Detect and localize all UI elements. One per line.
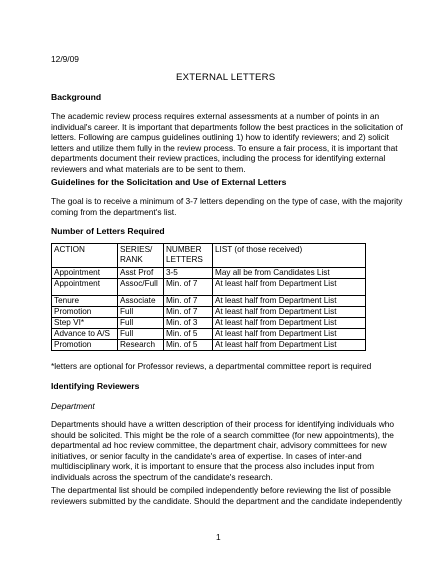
table-footnote: *letters are optional for Professor reviews, a departmental committee report is required xyxy=(51,361,372,371)
text-line: should be solicited. This might be the role of a search committee (for new appointments), the xyxy=(51,429,394,440)
text-line: The goal is to receive a minimum of 3-7 letters depending on the type of case, with the majority xyxy=(51,196,403,206)
table-cell: Min. of 7 xyxy=(164,307,213,318)
table-cell: Appointment xyxy=(52,268,118,279)
table-cell: Advance to A/S xyxy=(52,329,118,340)
table-cell: At least half from Department List xyxy=(213,329,366,340)
department-paragraph xyxy=(51,419,394,483)
text-line: coming from the department's list. xyxy=(51,206,177,217)
table-cell: Min. of 5 xyxy=(164,329,213,340)
column-header-list: LIST (of those received) xyxy=(213,244,366,268)
letters-required-heading: Number of Letters Required xyxy=(51,226,165,236)
table-cell: Min. of 5 xyxy=(164,340,213,351)
table-cell: Promotion xyxy=(52,307,118,318)
table-cell: Step VI* xyxy=(52,318,118,329)
table-cell: At least half from Department List xyxy=(213,279,366,296)
text-line: departments document their review practices, including the process for identifying external xyxy=(51,153,386,164)
text-line: multidisciplinary work, it is important to ensure that the process also includes input from xyxy=(51,461,375,472)
table-cell: At least half from Department List xyxy=(213,296,366,307)
text-line: reviewers submitted by the candidate. Should the department and the candidate independently xyxy=(51,495,403,506)
text-line: initiatives, or senior faculty in the candidate's area of expertise. In cases of inter-and xyxy=(51,450,362,461)
text-line: The academic review process requires external assessments at a number of points in an xyxy=(51,111,380,121)
column-header-number-letters: NUMBER LETTERS xyxy=(164,244,213,268)
text-line: Departments should have a written description of their process for identifying individuals who xyxy=(51,419,395,429)
text-line: reviewers and what materials are to be sent to them. xyxy=(51,163,246,174)
table-cell: Full xyxy=(118,307,164,318)
table-cell: Associate xyxy=(118,296,164,307)
table-row xyxy=(52,329,366,340)
background-paragraph xyxy=(51,111,403,175)
background-heading: Background xyxy=(51,92,102,102)
table-row xyxy=(52,279,366,296)
guidelines-heading: Guidelines for the Solicitation and Use of External Letters xyxy=(51,177,287,187)
text-line: letters and utilize them fully in the review process. To ensure a fair process, it is important that xyxy=(51,142,398,153)
identifying-reviewers-heading: Identifying Reviewers xyxy=(51,381,140,391)
table-header-row xyxy=(52,244,366,268)
table-cell: Min. of 3 xyxy=(164,318,213,329)
document-title: EXTERNAL LETTERS xyxy=(176,72,276,83)
table-row xyxy=(52,318,366,329)
table-cell: Min. of 7 xyxy=(164,296,213,307)
table-cell: Research xyxy=(118,340,164,351)
table-row xyxy=(52,340,366,351)
text-line: The departmental list should be compiled independently before reviewing the list of possible xyxy=(51,485,391,495)
table-cell: Tenure xyxy=(52,296,118,307)
text-line: departmental ad hoc review committee, the department chair, advisory committees for new xyxy=(51,440,387,451)
department-list-paragraph xyxy=(51,485,402,506)
column-header-series-rank: SERIES/ RANK xyxy=(118,244,164,268)
table-cell: 3-5 xyxy=(164,268,213,279)
table-cell: May all be from Candidates List xyxy=(213,268,366,279)
table-cell: At least half from Department List xyxy=(213,318,366,329)
guidelines-paragraph xyxy=(51,196,402,217)
table-cell: Full xyxy=(118,329,164,340)
table-cell: Assoc/Full xyxy=(118,279,164,296)
table-cell: At least half from Department List xyxy=(213,307,366,318)
page-number: 1 xyxy=(216,532,221,542)
letters-required-table xyxy=(51,243,366,351)
column-header-action: ACTION xyxy=(52,244,118,268)
table-cell: Promotion xyxy=(52,340,118,351)
table-cell: Full xyxy=(118,318,164,329)
table-row xyxy=(52,268,366,279)
table-cell: Min. of 7 xyxy=(164,279,213,296)
table-cell: Appointment xyxy=(52,279,118,296)
table-row xyxy=(52,307,366,318)
table-row xyxy=(52,296,366,307)
department-subheading: Department xyxy=(51,401,95,411)
text-line: letters. Following are campus guidelines outlining 1) how to identify reviewers; and 2) solicit xyxy=(51,132,389,143)
document-date: 12/9/09 xyxy=(51,54,79,64)
text-line: individual's career. It is important that departments follow the best practices in the solicitation of xyxy=(51,121,403,132)
table-cell: Asst Prof xyxy=(118,268,164,279)
text-line: individuals across the spectrum of the candidate's research. xyxy=(51,471,273,482)
table-cell: At least half from Department List xyxy=(213,340,366,351)
